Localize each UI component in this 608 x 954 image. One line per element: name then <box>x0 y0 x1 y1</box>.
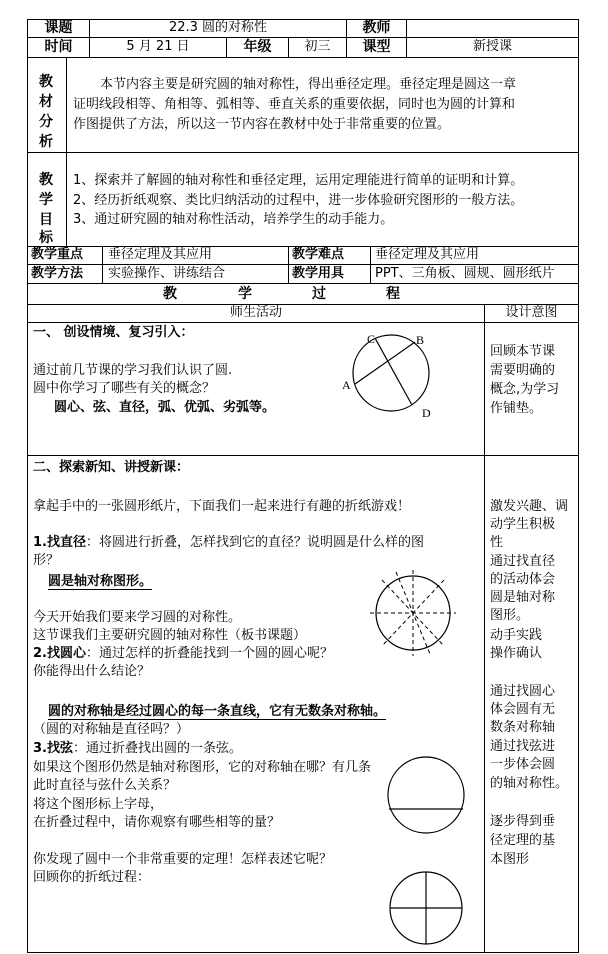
circle-chord-figure <box>380 752 472 838</box>
step2-label: 2.找圆心 <box>33 646 86 661</box>
section1-answer: 圆心、弦、直径，弧、优弧、劣弧等。 <box>54 400 276 415</box>
step1-line <box>33 534 424 552</box>
method-label: 教学方法 <box>31 266 84 281</box>
question-4: 在折叠过程中，请你观察有哪些相等的量？ <box>33 815 281 830</box>
point-c-label: C <box>367 332 376 346</box>
circle-symmetry-axes-figure <box>370 570 460 660</box>
section1-line-1: 通过前几节课的学习我们认识了圆. <box>33 363 233 378</box>
lesson-type-label: 课型 <box>362 39 391 55</box>
teacher-label: 教师 <box>362 20 391 36</box>
topic-line: 这节课我们主要研究圆的轴对称性（板书课题） <box>33 628 307 643</box>
conclusion: 圆的对称轴是经过圆心的每一条直线，它有无数条对称轴。 <box>48 704 387 719</box>
conclusion-question: （圆的对称轴是直径吗？） <box>33 722 190 737</box>
section2-heading: 二、探索新知、讲授新课： <box>33 460 190 475</box>
column-design-header: 设计意图 <box>505 305 558 320</box>
time-label: 时间 <box>44 39 73 55</box>
grade-value: 初三 <box>304 39 331 54</box>
step1-label: 1.找直径 <box>33 535 86 550</box>
question-5: 你发现了圆中一个非常重要的定理！怎样表述它呢？ <box>33 852 333 867</box>
grade-label: 年级 <box>243 39 272 55</box>
point-a-label: A <box>342 378 351 392</box>
question-3: 将这个图形标上字母， <box>33 797 164 812</box>
point-d-label: D <box>422 406 431 420</box>
circle-perpendicular-diameter-figure <box>380 866 472 950</box>
step1-text: ：将圆进行折叠，怎样找到它的直径？说明圆是什么样的图 <box>85 535 424 550</box>
today-line: 今天开始我们要来学习圆的对称性。 <box>33 610 242 625</box>
analysis-line-1: 本节内容主要是研究圆的轴对称性，得出垂径定理。垂径定理是圆这一章 <box>100 77 517 92</box>
key-value: 垂径定理及其应用 <box>108 247 213 262</box>
difficult-value: 垂径定理及其应用 <box>375 247 480 262</box>
step2-text: ：通过怎样的折叠能找到一个圆的圆心呢？ <box>85 646 333 661</box>
column-activity-header: 师生活动 <box>229 305 282 320</box>
section1-heading: 一、 创设情境、复习引入： <box>33 325 194 340</box>
step2-question: 你能得出什么结论？ <box>33 664 151 679</box>
step1-cont: 形？ <box>33 553 60 568</box>
topic-label: 课题 <box>44 20 73 36</box>
step2-line <box>33 645 333 663</box>
tools-label: 教学用具 <box>292 266 345 281</box>
section2-intro: 拿起手中的一张圆形纸片，下面我们一起来进行有趣的折纸游戏！ <box>33 499 411 514</box>
objective-2: 2、经历折纸观察、类比归纳活动的过程中，进一步体验研究图形的一般方法。 <box>73 193 524 208</box>
objective-1: 1、探索并了解圆的轴对称性和垂径定理，运用定理能进行简单的证明和计算。 <box>73 173 524 188</box>
difficult-label: 教学难点 <box>292 247 345 262</box>
question-2: 此时直径与弦什么关系？ <box>33 778 177 793</box>
analysis-line-2: 证明线段相等、角相等、弧相等、垂直关系的重要依据，同时也为圆的计算和 <box>73 97 516 112</box>
analysis-line-3: 作图提供了方法，所以这一节内容在教材中处于非常重要的位置。 <box>73 117 451 132</box>
point-b-label: B <box>416 333 425 347</box>
key-label: 教学重点 <box>31 247 84 262</box>
objective-3: 3、通过研究圆的轴对称性活动，培养学生的动手能力。 <box>73 212 394 227</box>
step3-line <box>33 740 242 758</box>
step3-text: ：通过折叠找出圆的一条弦。 <box>72 741 242 756</box>
time-value: 5 月 21 日 <box>126 39 190 54</box>
step3-label: 3.找弦 <box>33 741 73 756</box>
question-1: 如果这个图形仍然是轴对称图形，它的对称轴在哪？有几条 <box>33 760 372 775</box>
lesson-type-value: 新授课 <box>472 39 512 54</box>
topic-value: 22.3 圆的对称性 <box>168 20 268 35</box>
chord-ab <box>355 342 415 384</box>
question-6: 回顾你的折纸过程： <box>33 870 151 885</box>
method-value: 实验操作、讲练结合 <box>108 266 226 281</box>
tools-value: PPT、三角板、圆规、圆形纸片 <box>375 266 555 281</box>
section1-line-2: 圆中你学习了哪些有关的概念？ <box>33 381 216 396</box>
step1-answer: 圆是轴对称图形。 <box>48 574 153 589</box>
